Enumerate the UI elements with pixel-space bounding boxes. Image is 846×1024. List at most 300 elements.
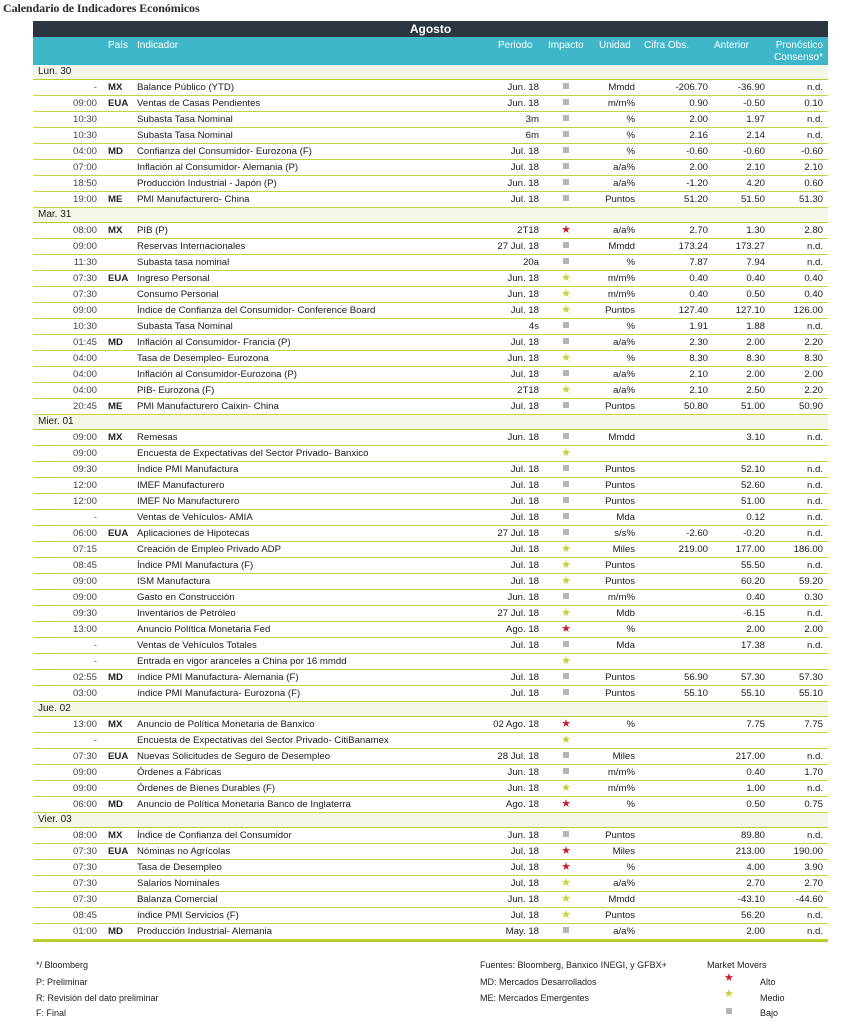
unit-cell: a/a%: [613, 926, 635, 937]
star-medio-icon: ★: [561, 447, 571, 459]
indicator-cell: Tasa de Desempleo: [137, 862, 222, 873]
country-cell: MD: [108, 799, 123, 810]
period-cell: Jul. 18: [510, 369, 539, 380]
previous-cell: 52.10: [740, 464, 765, 475]
period-cell: 27 Jul. 18: [497, 528, 539, 539]
indicator-cell: Entrada en vigor aranceles a China por 16 mmdd: [137, 656, 347, 667]
star-medio-icon: ★: [561, 877, 571, 889]
forecast-cell: n.d.: [806, 640, 823, 651]
impact-cell: [551, 399, 581, 414]
forecast-cell: n.d.: [806, 432, 823, 443]
indicator-cell: Órdenes a Fábricas: [137, 767, 222, 778]
impact-cell: [551, 96, 581, 111]
impact-cell: [551, 303, 581, 318]
period-cell: Jul. 18: [510, 512, 539, 523]
time-cell: 07:30: [72, 846, 97, 857]
time-cell: 01:00: [72, 926, 97, 937]
previous-cell: -6.15: [743, 608, 765, 619]
unit-cell: m/m%: [607, 289, 635, 300]
time-cell: 04:00: [72, 353, 97, 364]
period-cell: Jul. 18: [510, 910, 539, 921]
table-row: [33, 670, 828, 686]
star-alto-icon: ★: [561, 798, 571, 810]
previous-cell: 127.10: [735, 305, 765, 316]
time-cell: -: [93, 82, 97, 93]
time-cell: 06:00: [72, 528, 97, 539]
indicator-cell: índice PMI Manufactura- Eurozona (F): [137, 688, 301, 699]
time-cell: 20:45: [72, 401, 97, 412]
previous-cell: 51.50: [740, 194, 765, 205]
previous-cell: 2.14: [746, 130, 765, 141]
period-cell: Jun. 18: [507, 82, 539, 93]
square-bajo-icon: [726, 1006, 732, 1016]
unit-cell: %: [626, 719, 635, 730]
time-cell: -: [93, 512, 97, 523]
square-bajo-icon: [563, 99, 569, 105]
unit-cell: Mmdd: [608, 894, 635, 905]
impact-cell: [551, 319, 581, 334]
legend-medio-label: Medio: [760, 993, 785, 1003]
table-row: [33, 112, 828, 128]
forecast-cell: n.d.: [806, 910, 823, 921]
previous-cell: 2.00: [746, 624, 765, 635]
previous-cell: -36.90: [737, 82, 765, 93]
table-row: [33, 494, 828, 510]
indicator-cell: Aplicaciones de Hipotecas: [137, 528, 250, 539]
impact-cell: [551, 526, 581, 541]
table-row: [33, 844, 828, 860]
unit-cell: %: [626, 862, 635, 873]
table-row: [33, 144, 828, 160]
table-row: [33, 383, 828, 399]
observed-cell: 2.16: [689, 130, 708, 141]
unit-cell: Mmdd: [608, 432, 635, 443]
country-cell: ME: [108, 401, 123, 412]
table-row: [33, 733, 828, 749]
col-periodo: Periodo: [498, 40, 533, 51]
legend-alto-label: Alto: [760, 977, 776, 987]
md-definition: MD: Mercados Desarrollados: [480, 977, 597, 987]
forecast-cell: 2.10: [804, 162, 823, 173]
table-row: [33, 590, 828, 606]
period-cell: Jun. 18: [507, 767, 539, 778]
unit-cell: Mda: [616, 512, 635, 523]
table-row: [33, 717, 828, 733]
square-bajo-icon: [563, 673, 569, 679]
impact-cell: [551, 112, 581, 127]
square-bajo-icon: [563, 752, 569, 758]
unit-cell: Mmdd: [608, 82, 635, 93]
table-row: [33, 446, 828, 462]
impact-cell: [551, 749, 581, 764]
period-cell: 2T18: [517, 225, 539, 236]
impact-cell: [551, 176, 581, 191]
table-row: [33, 924, 828, 940]
time-cell: 09:00: [72, 305, 97, 316]
impact-cell: [551, 590, 581, 605]
square-bajo-icon: [563, 529, 569, 535]
star-alto-icon: ★: [724, 972, 734, 984]
country-cell: EUA: [108, 98, 129, 109]
impact-cell: [551, 287, 581, 302]
legend-bajo-label: Bajo: [760, 1008, 779, 1018]
previous-cell: 2.10: [746, 162, 765, 173]
indicator-cell: Índice PMI Manufactura (F): [137, 560, 254, 571]
time-cell: 09:00: [72, 448, 97, 459]
previous-cell: 0.50: [746, 289, 765, 300]
impact-cell: [551, 510, 581, 525]
col-anterior: Anterior: [714, 40, 750, 51]
previous-cell: 60.20: [740, 576, 765, 587]
forecast-cell: n.d.: [806, 130, 823, 141]
star-alto-icon: ★: [561, 224, 571, 236]
impact-cell: [551, 844, 581, 859]
forecast-cell: 3.90: [804, 862, 823, 873]
table-row: [33, 303, 828, 319]
forecast-cell: 2.00: [804, 624, 823, 635]
time-cell: 06:00: [72, 799, 97, 810]
forecast-cell: n.d.: [806, 926, 823, 937]
impact-cell: [551, 446, 581, 461]
previous-cell: 2.00: [746, 926, 765, 937]
previous-cell: 0.40: [746, 273, 765, 284]
unit-cell: Miles: [612, 846, 635, 857]
indicator-cell: Inflación al Consumidor- Alemania (P): [137, 162, 299, 173]
indicator-cell: índice PMI Servicios (F): [137, 910, 239, 921]
indicator-cell: PMI Manufacturero- China: [137, 194, 250, 205]
time-cell: 07:00: [72, 162, 97, 173]
previous-cell: 51.00: [740, 401, 765, 412]
table-row: [33, 797, 828, 813]
observed-cell: -2.60: [686, 528, 708, 539]
impact-cell: [551, 192, 581, 207]
unit-cell: %: [626, 257, 635, 268]
indicator-cell: Nuevas Solicitudes de Seguro de Desempleo: [137, 751, 331, 762]
unit-cell: Puntos: [605, 910, 635, 921]
period-cell: Jul. 18: [510, 480, 539, 491]
period-cell: Jul. 18: [510, 576, 539, 587]
unit-cell: s/s%: [614, 528, 635, 539]
period-cell: 28 Jul. 18: [497, 751, 539, 762]
unit-cell: %: [626, 321, 635, 332]
observed-cell: 2.70: [689, 225, 708, 236]
impact-cell: [551, 924, 581, 939]
square-bajo-icon: [563, 242, 569, 248]
previous-cell: -43.10: [737, 894, 765, 905]
square-bajo-icon: [563, 115, 569, 121]
indicator-cell: Ventas de Vehículos Totales: [137, 640, 257, 651]
period-cell: 02 Ago. 18: [493, 719, 539, 730]
table-row: [33, 765, 828, 781]
indicator-cell: Confianza del Consumidor- Eurozona (F): [137, 146, 312, 157]
period-cell: 3m: [525, 114, 539, 125]
country-cell: ME: [108, 194, 123, 205]
unit-cell: Puntos: [605, 576, 635, 587]
square-bajo-icon: [563, 338, 569, 344]
time-cell: 12:00: [72, 496, 97, 507]
previous-cell: 173.27: [735, 241, 765, 252]
forecast-cell: -0.60: [801, 146, 823, 157]
table-row: [33, 160, 828, 176]
indicator-cell: Inflación al Consumidor- Francia (P): [137, 337, 291, 348]
observed-cell: 2.00: [689, 114, 708, 125]
star-medio-icon: ★: [561, 384, 571, 396]
star-alto-icon: ★: [561, 718, 571, 730]
table-row: [33, 96, 828, 112]
impact-cell: [551, 733, 581, 748]
star-medio-icon: ★: [561, 288, 571, 300]
forecast-cell: n.d.: [806, 464, 823, 475]
table-bottom-rule: [33, 940, 828, 942]
impact-cell: [551, 686, 581, 701]
indicator-cell: Ventas de Casas Pendientes: [137, 98, 261, 109]
impact-cell: [551, 430, 581, 445]
indicator-cell: Subasta Tasa Nominal: [137, 114, 233, 125]
forecast-cell: n.d.: [806, 82, 823, 93]
day-section-header: Mar. 31: [33, 208, 828, 223]
table-row: [33, 128, 828, 144]
period-cell: Jul. 18: [510, 672, 539, 683]
previous-cell: 0.50: [746, 799, 765, 810]
previous-cell: 89.80: [740, 830, 765, 841]
previous-cell: 1.88: [746, 321, 765, 332]
impact-cell: [551, 239, 581, 254]
table-row: [33, 335, 828, 351]
time-cell: -: [93, 735, 97, 746]
square-bajo-icon: [563, 593, 569, 599]
star-alto-icon: ★: [561, 861, 571, 873]
forecast-cell: n.d.: [806, 751, 823, 762]
impact-cell: [551, 80, 581, 95]
indicator-cell: Encuesta de Expectativas del Sector Privado- Banxico: [137, 448, 369, 459]
previous-cell: 57.30: [740, 672, 765, 683]
impact-cell: [551, 622, 581, 637]
period-cell: Jul. 18: [510, 846, 539, 857]
previous-cell: -0.50: [743, 98, 765, 109]
impact-cell: [551, 351, 581, 366]
star-medio-icon: ★: [561, 304, 571, 316]
legend-title: Market Movers: [707, 960, 767, 970]
table-row: [33, 239, 828, 255]
period-cell: Jul. 18: [510, 464, 539, 475]
impact-cell: [551, 128, 581, 143]
time-cell: 09:00: [72, 783, 97, 794]
square-bajo-icon: [563, 258, 569, 264]
impact-cell: [551, 494, 581, 509]
observed-cell: 55.10: [683, 688, 708, 699]
indicator-cell: ISM Manufactura: [137, 576, 211, 587]
previous-cell: 213.00: [735, 846, 765, 857]
period-cell: 6m: [525, 130, 539, 141]
note-preliminar: P: Preliminar: [36, 977, 88, 987]
observed-cell: -206.70: [675, 82, 708, 93]
forecast-cell: n.d.: [806, 257, 823, 268]
col-pronostico: Pronóstico: [775, 40, 823, 51]
time-cell: 11:30: [73, 257, 97, 268]
unit-cell: %: [626, 146, 635, 157]
time-cell: 08:00: [72, 830, 97, 841]
indicator-cell: Ventas de Vehículos- AMIA: [137, 512, 253, 523]
square-bajo-icon: [563, 402, 569, 408]
country-cell: MX: [108, 225, 123, 236]
indicator-cell: IMEF Manufacturero: [137, 480, 225, 491]
impact-cell: [551, 606, 581, 621]
period-cell: 27 Jul. 18: [497, 241, 539, 252]
impact-cell: [551, 462, 581, 477]
unit-cell: Mda: [616, 640, 635, 651]
previous-cell: 4.00: [746, 862, 765, 873]
previous-cell: 1.00: [746, 783, 765, 794]
time-cell: -: [93, 656, 97, 667]
country-cell: EUA: [108, 528, 129, 539]
country-cell: EUA: [108, 846, 129, 857]
table-row: [33, 542, 828, 558]
table-row: [33, 80, 828, 96]
square-bajo-icon: [563, 370, 569, 376]
column-header-row: [33, 37, 828, 65]
forecast-cell: 190.00: [793, 846, 823, 857]
indicator-cell: índice PMI Manufactura- Alemania (F): [137, 672, 299, 683]
day-section-header: Jue. 02: [33, 702, 828, 717]
col-cifra: Cifra Obs.: [644, 40, 690, 51]
unit-cell: %: [626, 624, 635, 635]
time-cell: 10:30: [72, 114, 97, 125]
indicator-cell: Gasto en Construcción: [137, 592, 235, 603]
impact-cell: [551, 558, 581, 573]
previous-cell: 55.50: [740, 560, 765, 571]
forecast-cell: 0.10: [804, 98, 823, 109]
forecast-cell: n.d.: [806, 321, 823, 332]
period-cell: Ago. 18: [505, 624, 539, 635]
table-row: [33, 686, 828, 702]
unit-cell: Miles: [612, 544, 635, 555]
table-row: [33, 192, 828, 208]
impact-cell: [551, 638, 581, 653]
country-cell: MD: [108, 926, 123, 937]
period-cell: 27 Jul. 18: [497, 608, 539, 619]
col-impacto: Impacto: [548, 40, 584, 51]
indicator-cell: Remesas: [137, 432, 178, 443]
country-cell: MD: [108, 337, 123, 348]
star-medio-icon: ★: [561, 352, 571, 364]
forecast-cell: n.d.: [806, 480, 823, 491]
star-medio-icon: ★: [561, 734, 571, 746]
note-revision: R: Revisión del dato preliminar: [36, 993, 159, 1003]
star-medio-icon: ★: [561, 559, 571, 571]
country-cell: MX: [108, 432, 123, 443]
star-medio-icon: ★: [561, 543, 571, 555]
star-medio-icon: ★: [561, 575, 571, 587]
period-cell: Ago. 18: [505, 799, 539, 810]
indicator-cell: Anuncio de Política Monetaria de Banxico: [137, 719, 315, 730]
previous-cell: 2.00: [746, 369, 765, 380]
table-row: [33, 654, 828, 670]
observed-cell: -1.20: [686, 178, 708, 189]
previous-cell: 7.75: [746, 719, 765, 730]
period-cell: Jun. 18: [507, 273, 539, 284]
impact-cell: [551, 223, 581, 238]
impact-cell: [551, 574, 581, 589]
forecast-cell: n.d.: [806, 114, 823, 125]
star-medio-icon: ★: [561, 893, 571, 905]
unit-cell: Puntos: [605, 496, 635, 507]
square-bajo-icon: [563, 831, 569, 837]
impact-cell: [551, 478, 581, 493]
indicator-cell: IMEF No Manufacturero: [137, 496, 240, 507]
forecast-cell: n.d.: [806, 496, 823, 507]
indicator-cell: Consumo Personal: [137, 289, 219, 300]
previous-cell: 55.10: [740, 688, 765, 699]
country-cell: MX: [108, 719, 123, 730]
indicator-cell: Inventarios de Petróleo: [137, 608, 236, 619]
unit-cell: Puntos: [605, 672, 635, 683]
previous-cell: 177.00: [735, 544, 765, 555]
observed-cell: 0.40: [689, 273, 708, 284]
document-title: Calendario de Indicadores Económicos: [3, 1, 200, 15]
forecast-cell: 1.70: [804, 767, 823, 778]
indicator-cell: Creación de Empleo Privado ADP: [137, 544, 281, 555]
time-cell: 13:00: [72, 719, 97, 730]
observed-cell: 2.30: [689, 337, 708, 348]
forecast-cell: 51.30: [798, 194, 823, 205]
table-row: [33, 908, 828, 924]
unit-cell: Mmdd: [608, 241, 635, 252]
forecast-cell: n.d.: [806, 512, 823, 523]
time-cell: 07:30: [72, 289, 97, 300]
observed-cell: 173.24: [678, 241, 708, 252]
time-cell: 07:30: [72, 894, 97, 905]
previous-cell: 2.00: [746, 337, 765, 348]
square-bajo-icon: [563, 83, 569, 89]
time-cell: 07:15: [72, 544, 97, 555]
time-cell: 19:00: [72, 194, 97, 205]
period-cell: Jul. 18: [510, 401, 539, 412]
col-indicador: Indicador: [137, 40, 179, 51]
country-cell: MD: [108, 146, 123, 157]
col-pais: País: [108, 40, 129, 51]
table-row: [33, 223, 828, 239]
period-cell: Jul. 18: [510, 688, 539, 699]
forecast-cell: 186.00: [793, 544, 823, 555]
note-bloomberg: */ Bloomberg: [36, 960, 89, 970]
period-cell: Jun. 18: [507, 289, 539, 300]
star-alto-icon: ★: [561, 623, 571, 635]
period-cell: Jul. 18: [510, 862, 539, 873]
forecast-cell: 0.40: [804, 273, 823, 284]
observed-cell: 127.40: [678, 305, 708, 316]
period-cell: Jul. 18: [510, 544, 539, 555]
time-cell: 09:00: [72, 432, 97, 443]
table-body: [33, 65, 828, 940]
sources-text: Fuentes: Bloomberg, Banxico INEGI, y GFBX+: [480, 960, 667, 970]
country-cell: MX: [108, 82, 123, 93]
day-section-header: Mier. 01: [33, 415, 828, 430]
table-row: [33, 176, 828, 192]
me-definition: ME: Mercados Emergentes: [480, 993, 590, 1003]
previous-cell: -0.60: [743, 146, 765, 157]
forecast-cell: 8.30: [804, 353, 823, 364]
indicator-cell: Ingreso Personal: [137, 273, 210, 284]
period-cell: Jun. 18: [507, 592, 539, 603]
previous-cell: 1.30: [746, 225, 765, 236]
table-row: [33, 510, 828, 526]
time-cell: 12:00: [72, 480, 97, 491]
table-row: [33, 892, 828, 908]
unit-cell: a/a%: [613, 878, 635, 889]
impact-cell: [551, 876, 581, 891]
country-cell: EUA: [108, 273, 129, 284]
observed-cell: 51.20: [683, 194, 708, 205]
